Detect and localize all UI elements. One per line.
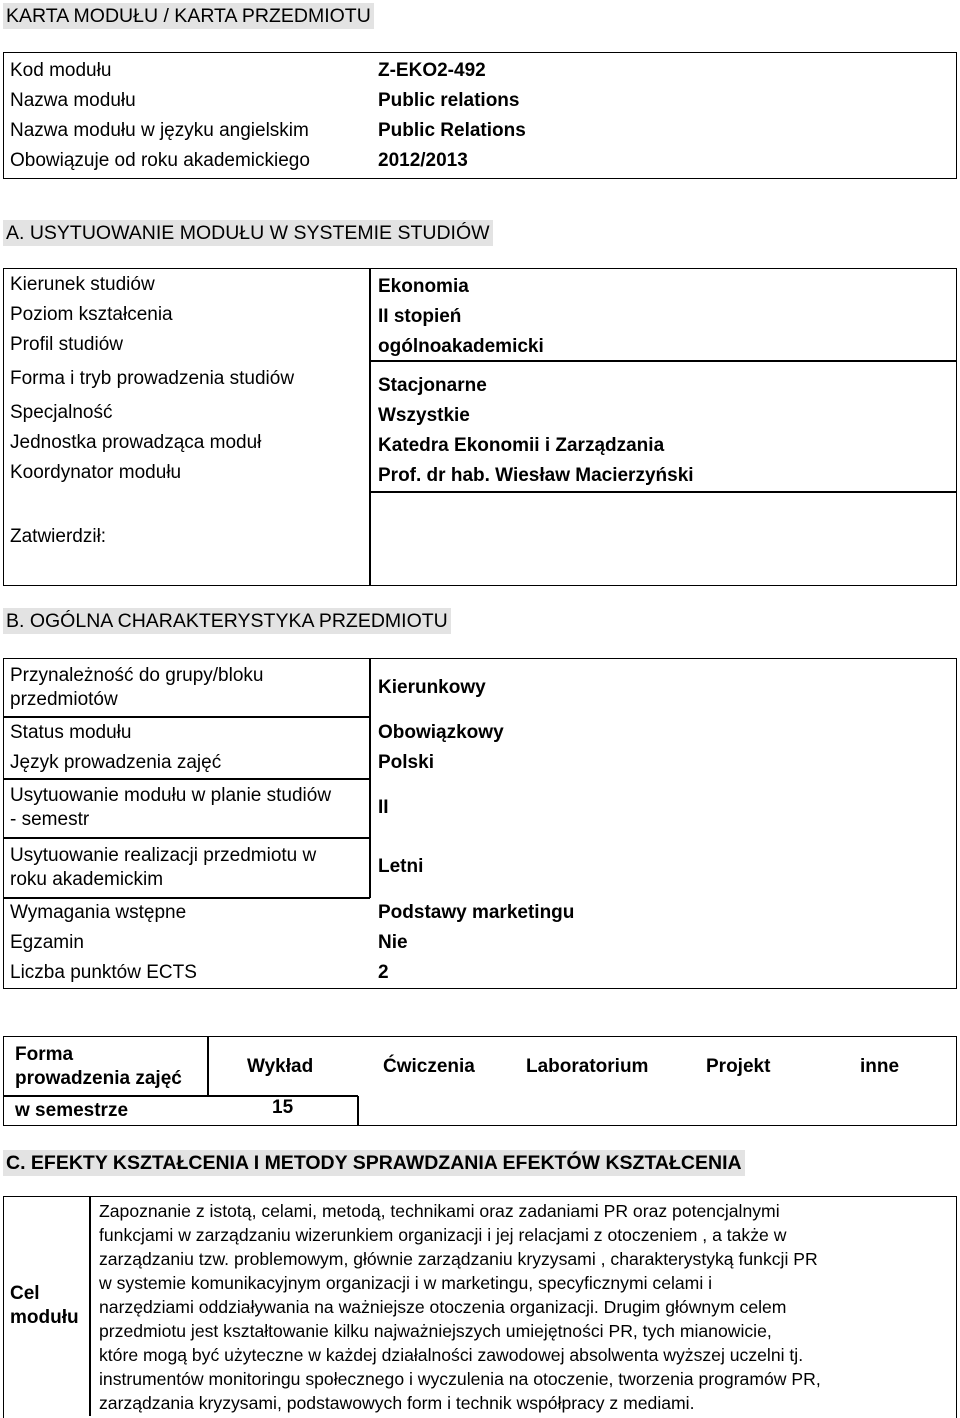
exam-value: Nie bbox=[378, 932, 408, 953]
module-name-label: Nazwa modułu bbox=[10, 90, 136, 111]
class-form-label-cont: prowadzenia zajęć bbox=[15, 1068, 182, 1089]
year-placement-label: Usytuowanie realizacji przedmiotu w bbox=[10, 845, 317, 866]
goal-label: Cel bbox=[10, 1283, 40, 1304]
section-b-box bbox=[3, 658, 957, 989]
status-value: Obowiązkowy bbox=[378, 722, 504, 743]
module-code-label: Kod modułu bbox=[10, 60, 112, 81]
module-name-en-value: Public Relations bbox=[378, 120, 526, 141]
study-mode-value: Stacjonarne bbox=[378, 375, 487, 396]
section-b-heading: B. OGÓLNA CHARAKTERYSTYKA PRZEDMIOTU bbox=[3, 608, 451, 634]
field-of-study-value: Ekonomia bbox=[378, 276, 469, 297]
goal-line: zarządzaniu tzw. problemowym, głównie zarządzaniu kryzysami , charakterystyką funkcji PR bbox=[99, 1249, 818, 1269]
goal-line: funkcjami w zarządzaniu wizerunkiem organizacji i jej relacjami z otoczeniem , a także w bbox=[99, 1225, 787, 1245]
goal-label-cont: modułu bbox=[10, 1307, 79, 1328]
prerequisites-label: Wymagania wstępne bbox=[10, 902, 187, 923]
goal-line: zarządzania kryzysami, podstawowych form i technik współpracy z mediami. bbox=[99, 1393, 695, 1413]
col-laboratory: Laboratorium bbox=[526, 1056, 649, 1077]
class-forms-hline bbox=[3, 1095, 358, 1097]
module-code-value: Z-EKO2-492 bbox=[378, 60, 486, 81]
class-form-label: Forma bbox=[15, 1044, 74, 1065]
section-b-hline bbox=[3, 716, 370, 718]
goal-line: instrumentów monitoringu społecznego i wyczulenia na otoczenie, tworzenia programów PR, bbox=[99, 1369, 821, 1389]
study-profile-label: Profil studiów bbox=[10, 334, 123, 355]
class-forms-divider bbox=[207, 1036, 209, 1096]
language-label: Język prowadzenia zajęć bbox=[10, 752, 222, 773]
approved-label: Zatwierdził: bbox=[10, 526, 107, 547]
goal-line: narzędziami oddziaływania na ważniejsze otoczenia organizacji. Drugim głównym celem bbox=[99, 1297, 787, 1317]
exam-label: Egzamin bbox=[10, 932, 84, 953]
goal-line: przedmiotu jest kształtowanie kilku najważniejszych umiejętności PR, tych mianowicie, bbox=[99, 1321, 772, 1341]
section-a-divider bbox=[369, 268, 371, 586]
semester-placement-label: Usytuowanie modułu w planie studiów bbox=[10, 785, 332, 806]
section-a-hline bbox=[369, 491, 957, 493]
section-b-hline bbox=[3, 837, 370, 839]
col-other: inne bbox=[860, 1056, 900, 1077]
goal-line: które mogą być użyteczne w każdej działalności zawodowej absolwenta wyższej uczelni tj. bbox=[99, 1345, 804, 1365]
semester-placement-label-cont: - semestr bbox=[10, 809, 90, 830]
specialty-value: Wszystkie bbox=[378, 405, 470, 426]
module-name-en-label: Nazwa modułu w języku angielskim bbox=[10, 120, 309, 141]
status-label: Status modułu bbox=[10, 722, 132, 743]
semester-row-label: w semestrze bbox=[15, 1100, 129, 1121]
coordinator-label: Koordynator modułu bbox=[10, 462, 182, 483]
year-placement-value: Letni bbox=[378, 856, 424, 877]
module-name-value: Public relations bbox=[378, 90, 520, 111]
block-value: Kierunkowy bbox=[378, 677, 486, 698]
study-mode-label: Forma i tryb prowadzenia studiów bbox=[10, 368, 295, 389]
unit-value: Katedra Ekonomii i Zarządzania bbox=[378, 435, 665, 456]
study-profile-value: ogólnoakademicki bbox=[378, 336, 544, 357]
section-b-hline bbox=[3, 778, 370, 780]
ects-label: Liczba punktów ECTS bbox=[10, 962, 197, 983]
year-placement-label-cont: roku akademickim bbox=[10, 869, 164, 890]
section-a-heading: A. USYTUOWANIE MODUŁU W SYSTEMIE STUDIÓW bbox=[3, 220, 493, 246]
unit-label: Jednostka prowadząca moduł bbox=[10, 432, 262, 453]
goal-divider bbox=[89, 1196, 91, 1416]
education-level-label: Poziom kształcenia bbox=[10, 304, 173, 325]
lecture-hours-value: 15 bbox=[272, 1097, 294, 1118]
section-a-hline bbox=[369, 360, 957, 362]
goal-line: w systemie komunikacyjnym organizacji i w marketingu, specyficznymi celami i bbox=[99, 1273, 713, 1293]
page-title: KARTA MODUŁU / KARTA PRZEDMIOTU bbox=[3, 3, 374, 29]
specialty-label: Specjalność bbox=[10, 402, 113, 423]
ects-value: 2 bbox=[378, 962, 389, 983]
col-exercises: Ćwiczenia bbox=[383, 1056, 475, 1077]
goal-line: Zapoznanie z istotą, celami, metodą, technikami oraz zadaniami PR oraz potencjalnymi bbox=[99, 1201, 780, 1221]
language-value: Polski bbox=[378, 752, 434, 773]
col-lecture: Wykład bbox=[247, 1056, 314, 1077]
section-c-heading: C. EFEKTY KSZTAŁCENIA I METODY SPRAWDZANIA EFEKTÓW KSZTAŁCENIA bbox=[3, 1150, 745, 1176]
class-forms-divider bbox=[357, 1096, 359, 1126]
section-b-hline bbox=[3, 897, 370, 899]
prerequisites-value: Podstawy marketingu bbox=[378, 902, 575, 923]
education-level-value: II stopień bbox=[378, 306, 462, 327]
academic-year-label: Obowiązuje od roku akademickiego bbox=[10, 150, 310, 171]
academic-year-value: 2012/2013 bbox=[378, 150, 468, 171]
block-label: Przynależność do grupy/bloku bbox=[10, 665, 264, 686]
field-of-study-label: Kierunek studiów bbox=[10, 274, 155, 295]
coordinator-value: Prof. dr hab. Wiesław Macierzyński bbox=[378, 465, 694, 486]
semester-placement-value: II bbox=[378, 797, 389, 818]
block-label-cont: przedmiotów bbox=[10, 689, 118, 710]
col-project: Projekt bbox=[706, 1056, 771, 1077]
